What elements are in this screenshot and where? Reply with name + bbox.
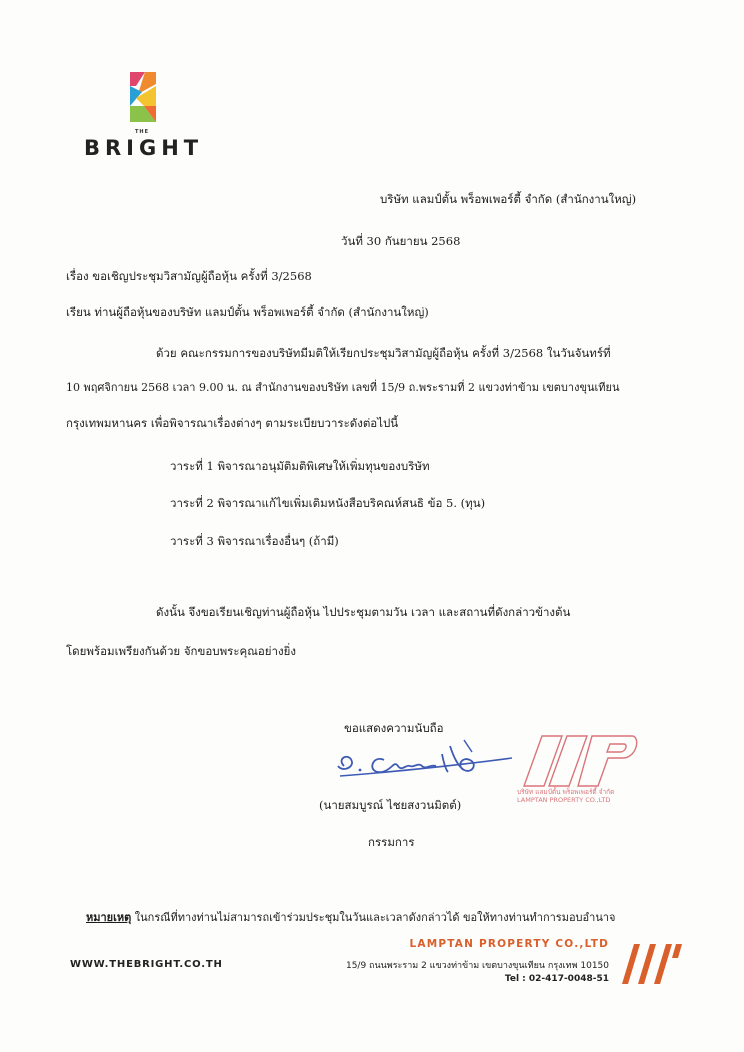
footer-company: LAMPTAN PROPERTY CO.,LTD bbox=[409, 938, 609, 950]
signature-image bbox=[332, 736, 514, 784]
the-bright-logo-icon bbox=[128, 72, 158, 122]
body-line-3: กรุงเทพมหานคร เพื่อพิจารณาเรื่องต่างๆ ตามระเบียบวาระดังต่อไปนี้ bbox=[66, 416, 399, 430]
closing-line-1: ดังนั้น จึงขอเรียนเชิญท่านผู้ถือหุ้น ไปประชุมตามวัน เวลา และสถานที่ดังกล่าวข้างต้น bbox=[156, 605, 571, 619]
stamp-name-en: LAMPTAN PROPERTY CO.,LTD bbox=[517, 796, 611, 804]
signer-title: กรรมการ bbox=[368, 835, 415, 849]
stamp-name-thai: บริษัท แลมป์ตั้น พร็อพเพอร์ตี้ จำกัด bbox=[517, 788, 615, 796]
letter-subject: เรื่อง ขอเชิญประชุมวิสามัญผู้ถือหุ้น ครั้งที่ 3/2568 bbox=[66, 269, 312, 283]
note-text: ในกรณีที่ทางท่านไม่สามารถเข้าร่วมประชุมในวันและเวลาดังกล่าวได้ ขอให้ทางท่านทำการมอบอำนาจ bbox=[131, 911, 616, 924]
body-line-1: ด้วย คณะกรรมการของบริษัทมีมติให้เรียกประชุมวิสามัญผู้ถือหุ้น ครั้งที่ 3/2568 ในวันจันทร์ที่ bbox=[156, 346, 611, 360]
body-line-2: 10 พฤศจิกายน 2568 เวลา 9.00 น. ณ สำนักงานของบริษัท เลขที่ 15/9 ถ.พระรามที่ 2 แขวงท่าข้าม เขตบางขุนเทียน bbox=[66, 381, 620, 394]
company-header: บริษัท แลมป์ตั้น พร็อพเพอร์ตี้ จำกัด (สำนักงานใหญ่) bbox=[380, 192, 637, 206]
agenda-item-3: วาระที่ 3 พิจารณาเรื่องอื่นๆ (ถ้ามี) bbox=[170, 534, 339, 548]
footer-tel: Tel : 02-417-0048-51 bbox=[504, 974, 609, 984]
footer-website: WWW.THEBRIGHT.CO.TH bbox=[70, 959, 223, 970]
lamptan-slash-logo-icon bbox=[620, 938, 684, 988]
signer-name: (นายสมบูรณ์ ไชยสงวนมิตต์) bbox=[319, 798, 462, 812]
footer-address: 15/9 ถนนพระราม 2 แขวงท่าข้าม เขตบางขุนเทียน กรุงเทพ 10150 bbox=[345, 961, 609, 971]
closing-line-2: โดยพร้อมเพรียงกันด้วย จักขอบพระคุณอย่างยิ่ง bbox=[66, 644, 296, 658]
stamp-name-text bbox=[517, 788, 614, 804]
agenda-item-2: วาระที่ 2 พิจารณาแก้ไขเพิ่มเติมหนังสือบริคณห์สนธิ ข้อ 5. (ทุน) bbox=[170, 496, 486, 510]
note-line bbox=[86, 910, 615, 926]
letter-date: วันที่ 30 กันยายน 2568 bbox=[341, 234, 461, 248]
letter-recipient: เรียน ท่านผู้ถือหุ้นของบริษัท แลมป์ตั้น พร็อพเพอร์ตี้ จำกัด (สำนักงานใหญ่) bbox=[66, 305, 429, 319]
note-label: หมายเหตุ bbox=[86, 911, 132, 924]
agenda-item-1: วาระที่ 1 พิจารณาอนุมัติมติพิเศษให้เพิ่มทุนของบริษัท bbox=[170, 459, 430, 473]
regards-text: ขอแสดงความนับถือ bbox=[344, 721, 444, 735]
logo-the-text: THE bbox=[135, 129, 150, 135]
logo-wordmark: BRIGHT bbox=[84, 136, 204, 160]
